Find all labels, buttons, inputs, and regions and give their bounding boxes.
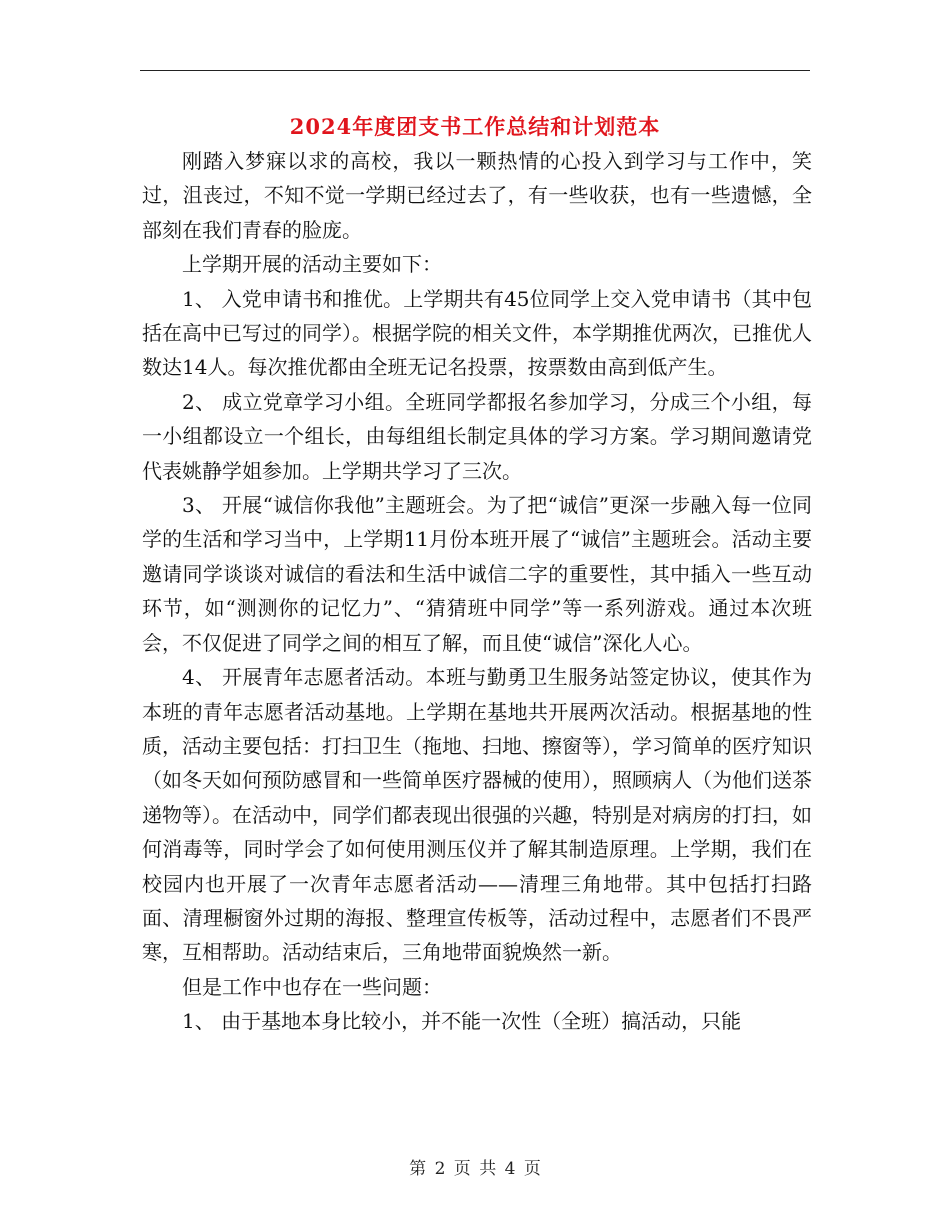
paragraph-item-4: 4、 开展青年志愿者活动。本班与勤勇卫生服务站签定协议，使其作为本班的青年志愿者活动基地。上学期在基地共开展两次活动。根据基地的性质，活动主要包括：打扫卫生（拖地、扫地、擦窗等），学习简单的医疗知识（如冬天如何预防感冒和一些简单医疗器械的使用），照顾病人（为他们送茶递物等）。在活动中，同学们都表现出很强的兴趣，特别是对病房的打扫，如何消毒等，同时学会了如何使用测压仪并了解其制造原理。上学期，我们在校园内也开展了一次青年志愿者活动——清理三角地带。其中包括打扫路面、清理橱窗外过期的海报、整理宣传板等，活动过程中，志愿者们不畏严寒，互相帮助。活动结束后，三角地带面貌焕然一新。 (142, 665, 812, 965)
paragraph-item-2: 2、 成立党章学习小组。全班同学都报名参加学习，分成三个小组，每一小组都设立一个组长，由每组组长制定具体的学习方案。学习期间邀请党代表姚静学姐参加。上学期共学习了三次。 (142, 389, 812, 483)
paragraph-intro: 刚踏入梦寐以求的高校，我以一颗热情的心投入到学习与工作中，笑过，沮丧过，不知不觉一学期已经过去了，有一些收获，也有一些遗憾，全部刻在我们青春的脸庞。 (142, 149, 812, 242)
paragraph-activities-heading: 上学期开展的活动主要如下： (182, 252, 442, 277)
document-title: 2024年度团支书工作总结和计划范本 (289, 114, 661, 139)
paragraph-problems-heading: 但是工作中也存在一些问题： (182, 974, 442, 999)
paragraph-item-3: 3、 开展“诚信你我他”主题班会。为了把“诚信”更深一步融入每一位同学的生活和学习当中，上学期11月份本班开展了“诚信”主题班会。活动主要邀请同学谈谈对诚信的看法和生活中诚信二字的重要性，其中插入一些互动环节，如“测测你的记忆力”、“猜猜班中同学”等一系列游戏。通过本次班会，不仅促进了同学之间的相互了解，而且使“诚信”深化人心。 (142, 493, 812, 655)
document-body (142, 144, 812, 1039)
paragraph-problem-1: 1、 由于基地本身比较小，并不能一次性（全班）搞活动，只能 (182, 1009, 742, 1034)
paragraph-item-1: 1、 入党申请书和推优。上学期共有45位同学上交入党申请书（其中包括在高中已写过的同学）。根据学院的相关文件，本学期推优两次，已推优人数达14人。每次推优都由全班无记名投票，按票数由高到低产生。 (142, 286, 812, 380)
page-footer: 第 2 页 共 4 页 (409, 1159, 541, 1179)
header-rule (140, 70, 810, 71)
